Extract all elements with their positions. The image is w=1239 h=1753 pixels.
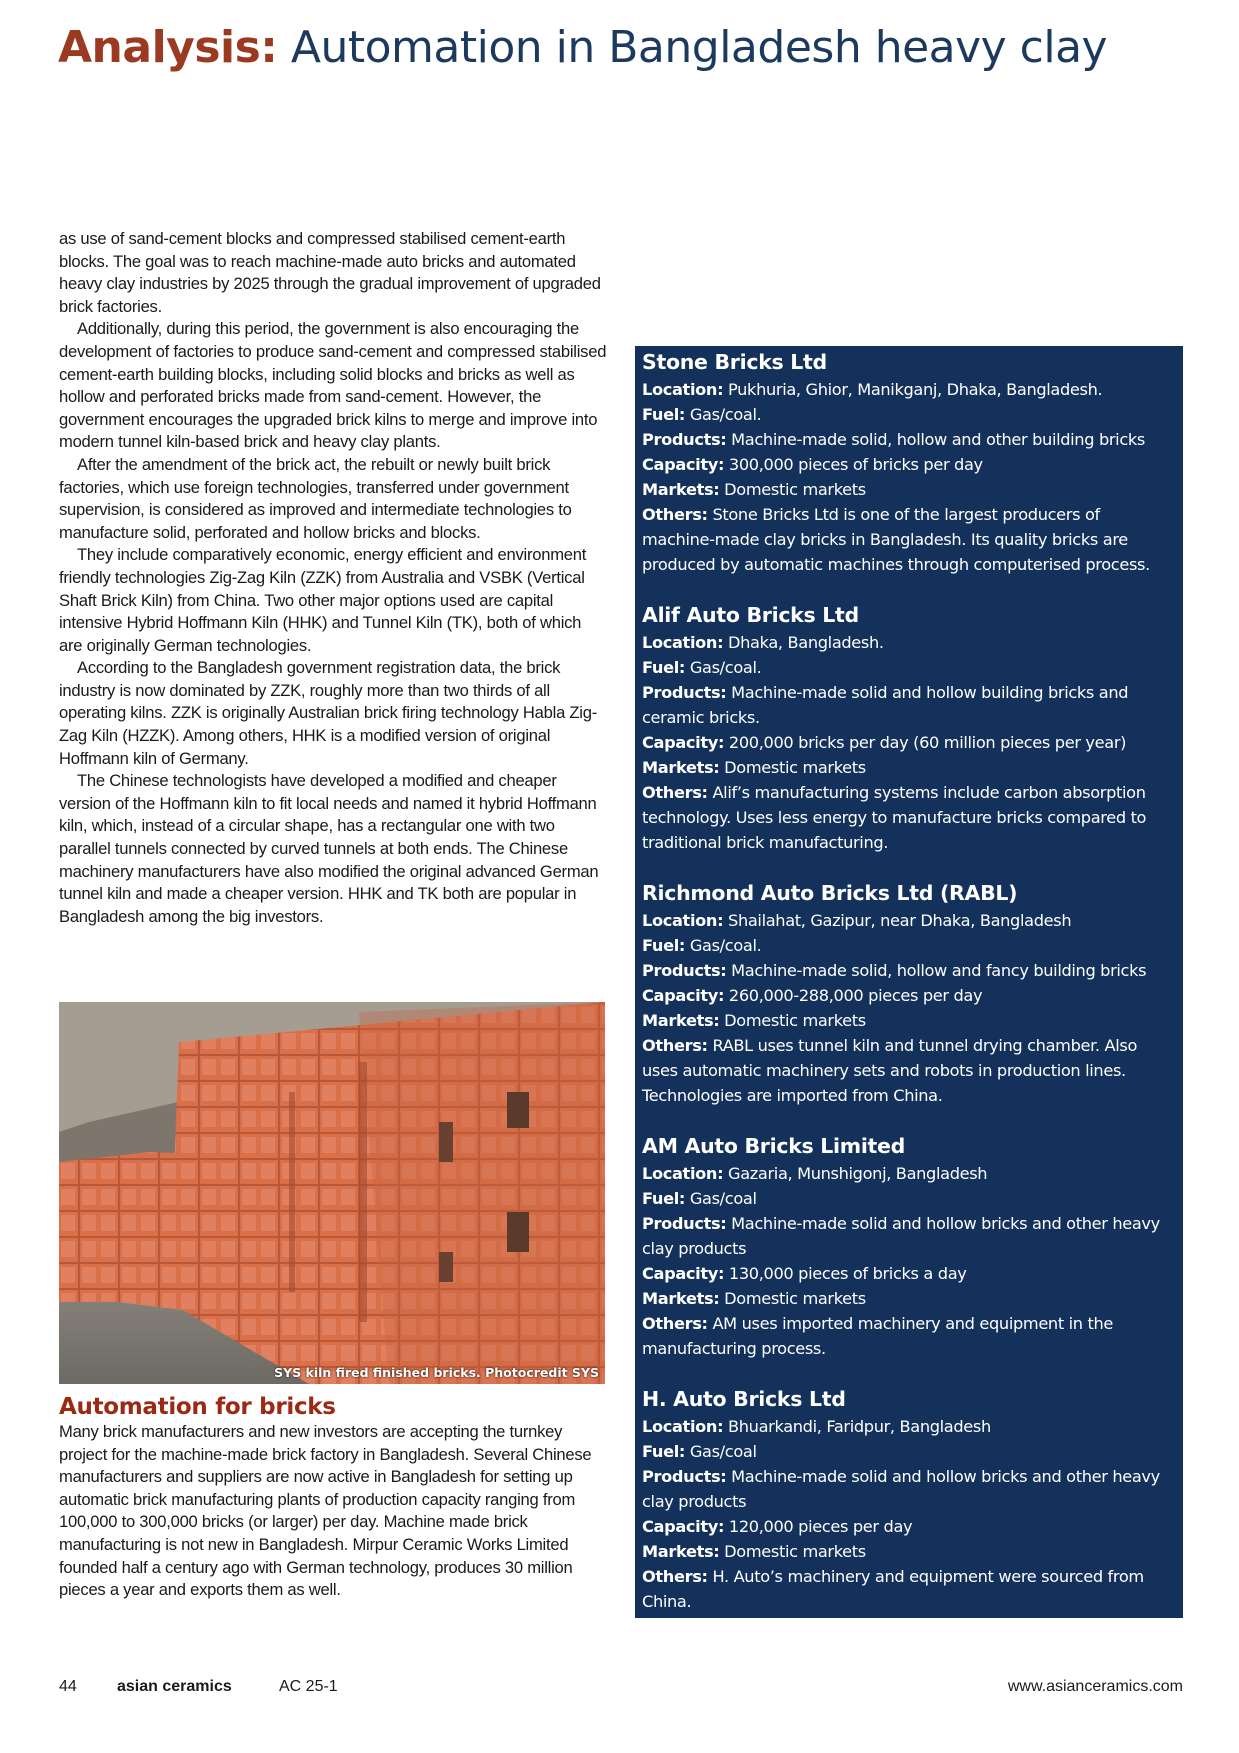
section-heading: Automation for bricks <box>59 1394 336 1420</box>
company-sidebar <box>635 346 1183 1618</box>
field-value: 120,000 pieces per day <box>728 1517 913 1536</box>
company-capacity <box>642 983 1173 1008</box>
company-location <box>642 377 1173 402</box>
field-value: Gas/coal <box>689 1442 757 1461</box>
company-products <box>642 1211 1173 1261</box>
issue-number: AC 25-1 <box>279 1678 338 1695</box>
magazine-name: asian ceramics <box>117 1678 232 1695</box>
field-label: Others: <box>642 1567 708 1586</box>
field-label: Location: <box>642 1417 724 1436</box>
company-products <box>642 427 1173 452</box>
company-markets <box>642 1008 1173 1033</box>
company-name: Stone Bricks Ltd <box>642 350 827 374</box>
field-label: Markets: <box>642 480 720 499</box>
field-label: Fuel: <box>642 1442 686 1461</box>
company-products <box>642 958 1173 983</box>
company-name: Richmond Auto Bricks Ltd (RABL) <box>642 881 1018 905</box>
company-entry <box>642 879 1173 1108</box>
title-text: Automation in Bangladesh heavy clay <box>290 22 1108 73</box>
article-paragraph: After the amendment of the brick act, the rebuilt or newly built brick factories, which use foreign technologies, transferred under government supervision, is considered as improved and intermediate technologies to manufacture solid, perforated and hollow bricks and blocks. <box>59 454 572 542</box>
company-others <box>642 502 1173 577</box>
field-value: RABL uses tunnel kiln and tunnel drying chamber. Also uses automatic machinery sets and robots in production lines. Technologies are imported from China. <box>642 1036 1138 1105</box>
page-number: 44 <box>59 1678 77 1695</box>
website-link[interactable]: www.asianceramics.com <box>1007 1678 1183 1695</box>
field-label: Products: <box>642 1214 727 1233</box>
field-value: Machine-made solid and hollow bricks and other heavy clay products <box>642 1214 1160 1258</box>
field-value: Domestic markets <box>724 1289 866 1308</box>
field-value: Alif’s manufacturing systems include carbon absorption technology. Uses less energy to manufacture bricks compared to traditional brick manufacturing. <box>642 783 1147 852</box>
company-name: H. Auto Bricks Ltd <box>642 1387 846 1411</box>
brick-stacks-photo <box>59 1002 605 1384</box>
field-value: Machine-made solid, hollow and other building bricks <box>731 430 1145 449</box>
field-value: Gas/coal. <box>689 936 762 955</box>
field-value: Domestic markets <box>724 1011 866 1030</box>
field-label: Capacity: <box>642 986 725 1005</box>
title-kicker: Analysis: <box>58 22 278 73</box>
company-capacity <box>642 1261 1173 1286</box>
article-paragraph: as use of sand-cement blocks and compressed stabilised cement-earth blocks. The goal was to reach machine-made auto bricks and automated heavy clay industries by 2025 through the gradual improvement of upgraded brick factories. <box>59 229 601 316</box>
field-value: Domestic markets <box>724 1542 866 1561</box>
company-markets <box>642 1286 1173 1311</box>
field-value: Machine-made solid, hollow and fancy building bricks <box>731 961 1147 980</box>
company-name: AM Auto Bricks Limited <box>642 1134 906 1158</box>
company-markets <box>642 1539 1173 1564</box>
field-value: Gas/coal. <box>689 405 762 424</box>
field-value: Gazaria, Munshigonj, Bangladesh <box>728 1164 988 1183</box>
company-location <box>642 908 1173 933</box>
article-paragraph: The Chinese technologists have developed a modified and cheaper version of the Hoffmann kiln to fit local needs and named it hybrid Hoffmann kiln, which, instead of a circular shape, has a rectangular one with two parallel tunnels connected by curved tunnels at both ends. The Chinese machinery manufacturers have also modified the original advanced German tunnel kiln and made a cheaper version. HHK and TK both are popular in Bangladesh among the big investors. <box>59 771 599 926</box>
article-paragraph: They include comparatively economic, energy efficient and environment friendly technologies Zig-Zag Kiln (ZZK) from Australia and VSBK (Vertical Shaft Brick Kiln) from China. Two other major options used are capital intensive Hybrid Hoffmann Kiln (HHK) and Tunnel Kiln (TK), both of which are originally German technologies. <box>59 545 587 655</box>
company-markets <box>642 477 1173 502</box>
company-entry <box>642 601 1173 855</box>
field-label: Location: <box>642 633 724 652</box>
section-paragraph: Many brick manufacturers and new investors are accepting the turnkey project for the machine-made brick factory in Bangladesh. Several Chinese manufacturers and suppliers are now active in Bangladesh for setting up automatic brick manufacturing plants of production capacity ranging from 100,000 to 300,000 bricks (or larger) per day. Machine made brick manufacturing is not new in Bangladesh. Mirpur Ceramic Works Limited founded half a century ago with German technology, produces 30 million pieces a year and exports them as well. <box>59 1422 592 1600</box>
company-others <box>642 1311 1173 1361</box>
company-products <box>642 1464 1173 1514</box>
field-value: 300,000 pieces of bricks per day <box>728 455 983 474</box>
company-fuel <box>642 1186 1173 1211</box>
company-markets <box>642 755 1173 780</box>
field-label: Capacity: <box>642 1517 725 1536</box>
field-value: 130,000 pieces of bricks a day <box>728 1264 967 1283</box>
field-label: Fuel: <box>642 405 686 424</box>
field-label: Products: <box>642 683 727 702</box>
company-capacity <box>642 452 1173 477</box>
field-value: Dhaka, Bangladesh. <box>728 633 884 652</box>
field-label: Markets: <box>642 758 720 777</box>
field-label: Fuel: <box>642 1189 686 1208</box>
company-name: Alif Auto Bricks Ltd <box>642 603 859 627</box>
field-label: Fuel: <box>642 658 686 677</box>
field-label: Capacity: <box>642 455 725 474</box>
field-label: Capacity: <box>642 1264 725 1283</box>
company-products <box>642 680 1173 730</box>
field-label: Location: <box>642 911 724 930</box>
article-paragraph: Additionally, during this period, the government is also encouraging the development of factories to produce sand-cement and compressed stabilised cement-earth building blocks, including solid blocks and bricks as well as hollow and perforated bricks made from sand-cement. However, the government encourages the upgraded brick kilns to merge and improve into modern tunnel kiln-based brick and heavy clay plants. <box>59 319 607 452</box>
company-others <box>642 1564 1173 1614</box>
company-capacity <box>642 730 1173 755</box>
field-value: Shailahat, Gazipur, near Dhaka, Bangladesh <box>728 911 1072 930</box>
field-value: Gas/coal. <box>689 658 762 677</box>
article-body <box>59 228 607 928</box>
company-location <box>642 630 1173 655</box>
company-others <box>642 1033 1173 1108</box>
company-fuel <box>642 655 1173 680</box>
company-location <box>642 1161 1173 1186</box>
field-value: H. Auto’s machinery and equipment were sourced from China. <box>642 1567 1144 1611</box>
field-label: Markets: <box>642 1542 720 1561</box>
company-fuel <box>642 402 1173 427</box>
field-label: Others: <box>642 505 708 524</box>
page-title <box>58 22 1107 73</box>
field-label: Products: <box>642 430 727 449</box>
section-body <box>59 1421 607 1602</box>
field-value: 200,000 bricks per day (60 million pieces per year) <box>728 733 1127 752</box>
field-label: Markets: <box>642 1011 720 1030</box>
field-label: Others: <box>642 1036 708 1055</box>
field-label: Others: <box>642 783 708 802</box>
field-label: Location: <box>642 380 724 399</box>
field-value: Pukhuria, Ghior, Manikganj, Dhaka, Bangladesh. <box>728 380 1103 399</box>
company-others <box>642 780 1173 855</box>
field-value: Machine-made solid and hollow bricks and other heavy clay products <box>642 1467 1160 1511</box>
field-value: Machine-made solid and hollow building bricks and ceramic bricks. <box>642 683 1129 727</box>
field-label: Location: <box>642 1164 724 1183</box>
photo-caption: SYS kiln fired finished bricks. Photocredit SYS <box>274 1365 599 1380</box>
field-label: Fuel: <box>642 936 686 955</box>
brick-stacks-illustration <box>59 1002 605 1384</box>
field-label: Others: <box>642 1314 708 1333</box>
company-fuel <box>642 933 1173 958</box>
company-location <box>642 1414 1173 1439</box>
footer-left <box>59 1678 338 1696</box>
field-value: Gas/coal <box>689 1189 757 1208</box>
company-entry <box>642 1132 1173 1361</box>
company-entry <box>642 346 1173 577</box>
field-value: Stone Bricks Ltd is one of the largest producers of machine-made clay bricks in Bangladesh. Its quality bricks are produced by automatic machines through computerised process. <box>642 505 1150 574</box>
field-value: Domestic markets <box>724 480 866 499</box>
field-value: Domestic markets <box>724 758 866 777</box>
field-value: Bhuarkandi, Faridpur, Bangladesh <box>728 1417 991 1436</box>
field-value: AM uses imported machinery and equipment in the manufacturing process. <box>642 1314 1114 1358</box>
field-label: Products: <box>642 1467 727 1486</box>
field-label: Capacity: <box>642 733 725 752</box>
field-value: 260,000-288,000 pieces per day <box>728 986 983 1005</box>
article-paragraph: According to the Bangladesh government registration data, the brick industry is now dominated by ZZK, roughly more than two thirds of all operating kilns. ZZK is originally Australian brick firing technology Habla Zig-Zag Kiln (HZZK). Among others, HHK is a modified version of original Hoffmann kiln of Germany. <box>59 658 597 768</box>
field-label: Markets: <box>642 1289 720 1308</box>
company-fuel <box>642 1439 1173 1464</box>
company-entry <box>642 1385 1173 1614</box>
field-label: Products: <box>642 961 727 980</box>
company-capacity <box>642 1514 1173 1539</box>
